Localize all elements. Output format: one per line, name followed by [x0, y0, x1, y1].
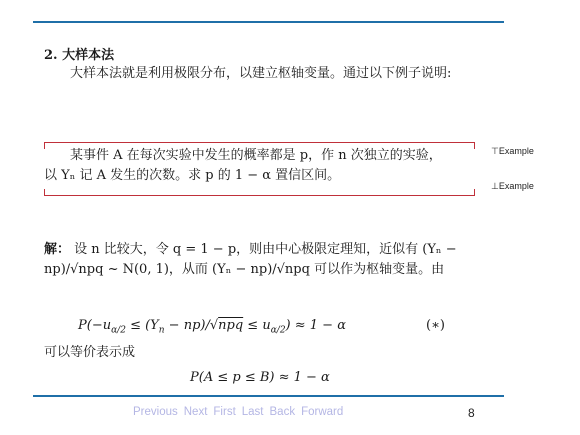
example-bracket-bottom	[44, 189, 475, 196]
equivalent-text: 可以等价表示成	[44, 345, 136, 360]
solution-text: 设 n 比较大，令 q = 1 − p，则由中心极限定理知，近似有 (Yₙ − np)/√npq ~ N(0, 1)，从而 (Yₙ − np)/√npq 可以作为枢轴变量。由	[44, 242, 457, 277]
nav-back-link[interactable]: Back	[269, 406, 296, 418]
example-start-marker: ⊤Example	[491, 146, 534, 156]
solution-paragraph	[44, 240, 480, 280]
bottom-rule	[33, 395, 504, 397]
nav-next-link[interactable]: Next	[183, 406, 208, 418]
equation-1: $P(-u_{\alpha/2} \le (Y_n - np)/√npq \le u_{\alpha/2}) \approx 1 - \alpha$	[78, 318, 346, 336]
example-text	[44, 146, 475, 186]
intro-paragraph: 大样本法就是利用极限分布，以建立枢轴变量。通过以下例子说明:	[70, 66, 452, 81]
nav-previous-link[interactable]: Previous	[133, 406, 178, 418]
equation-2: P(A ≤ p ≤ B) ≈ 1 − α	[190, 370, 330, 385]
page-number: 8	[468, 406, 475, 420]
navigation-bar	[133, 406, 343, 418]
section-title: 2. 大样本法	[44, 48, 115, 63]
example-line-1: 某事件 A 在每次实验中发生的概率都是 p，作 n 次独立的实验，	[70, 148, 442, 163]
equation-1-tag: (∗)	[426, 318, 445, 333]
nav-last-link[interactable]: Last	[241, 406, 264, 418]
example-end-marker: ⊥Example	[491, 181, 534, 191]
solution-label: 解：	[44, 242, 71, 257]
example-block	[44, 142, 475, 196]
nav-forward-link[interactable]: Forward	[301, 406, 344, 418]
top-rule	[33, 21, 504, 23]
nav-first-link[interactable]: First	[213, 406, 236, 418]
example-line-2: 以 Yₙ 记 A 发生的次数。求 p 的 1 − α 置信区间。	[44, 168, 341, 183]
